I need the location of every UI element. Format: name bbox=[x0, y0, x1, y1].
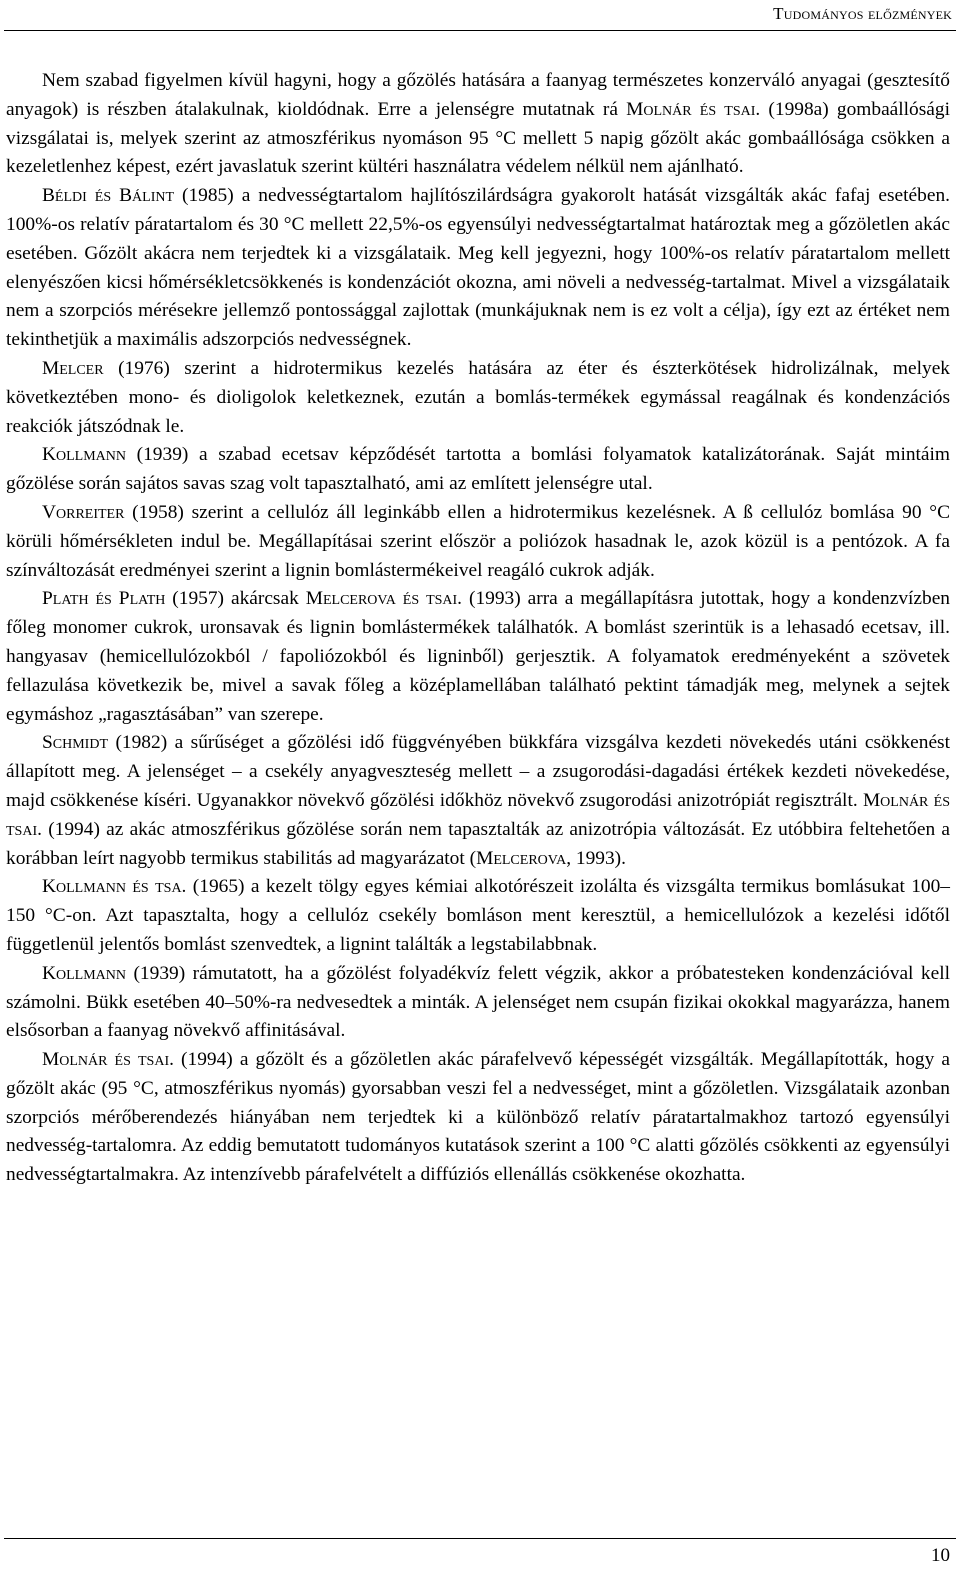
paragraph-10 bbox=[6, 1046, 950, 1190]
author-citation: Molnár és tsai. bbox=[6, 789, 950, 840]
paragraph-text: (1939) a szabad ecetsav képződését tartotta a bomlási folyamatok katalizátorának. Saját mintáim gőzölése során sajátos savas szag volt tapasztalható, ami az említett jelenségre utal. bbox=[6, 444, 950, 495]
author-citation: Kollmann bbox=[42, 962, 126, 984]
paragraph-7 bbox=[6, 729, 950, 873]
header-rule bbox=[4, 30, 956, 31]
paragraph-text: (1998a) gombaállósági vizsgálatai is, melyek szerint az atmoszférikus nyomáson 95 °C mellett 5 napig gőzölt akác gombaállósága csökken a kezeletlenhez képest, ezért javaslatuk szerint kültéri használatra védelem nélkül nem ajánlható. bbox=[6, 98, 950, 178]
author-citation: Vorreiter bbox=[42, 501, 125, 523]
author-citation: Melcerova és tsai. bbox=[305, 588, 463, 610]
running-header: Tudományos előzmények bbox=[773, 4, 952, 23]
paragraph-8 bbox=[6, 873, 950, 959]
paragraph-6 bbox=[6, 585, 950, 729]
document-body bbox=[6, 67, 950, 1190]
paragraph-text: (1993) arra a megállapításra jutottak, hogy a kondenzvízben főleg monomer cukrok, uronsavak és lignin bomlástermékek találhatók. A bomlást szerintük is a lehasadó ecetsav, ill. hangyasav (hemicellulózokból / fapoliózokból és ligninből) gerjesztik. A folyamatok eredményeként a szövetek fellazulása következik be, mivel a savak főleg a középlamellában található pektint támadják meg, melynek a sejtek egymáshoz „ragasztásában” van szerepe. bbox=[6, 588, 951, 725]
paragraph-9 bbox=[6, 960, 950, 1046]
paragraph-text: (1958) szerint a cellulóz áll leginkább ellen a hidrotermikus kezelésnek. A ß cellulóz bomlása 90 °C körüli hőmérsékleten indul be. Megállapításai szerint először a poliózok hasadnak le, azok közül is a pentózok. A fa színváltozását eredményei szerint a lignin bomlástermékeivel reagáló cukrok adják. bbox=[6, 501, 950, 581]
paragraph-text: (1985) a nedvességtartalom hajlítószilárdságra gyakorolt hatását vizsgálták akác fafaj esetében. 100%-os relatív páratartalom és 30 °C mellett 22,5%-os egyensúlyi nedvességtartalmat határoztak meg a gőzöletlen akác esetében. Gőzölt akácra nem terjedtek ki a vizsgálataik. Meg kell jegyezni, hogy 100%-os relatív páratartalom mellett elenyészően kicsi hőmérsékletcsökkenés is kondenzációt okozna, ami növeli a nedvesség-tartalmat. Mivel a vizsgálataik nem a szorpciós mérésekre jellemző pontossággal zajlottak (munkájuknak nem is ez volt a célja), így ezt az értéket nem tekinthetjük a maximális adszorpciós nedvességnek. bbox=[6, 185, 950, 351]
paragraph-text: (1965) a kezelt tölgy egyes kémiai alkotórészeit izolálta és vizsgálta termikus bomlásukat 100–150 °C-on. Azt tapasztalta, hogy a cellulóz csekély bomláson ment keresztül, a hemicellulózok a kezelési időtől függetlenül jelentős bomlást szenvedtek, a lignint találták a legstabilabbnak. bbox=[6, 876, 951, 955]
paragraph-text: (1994) az akác atmoszférikus gőzölése során nem tapasztalták az anizotrópia változását. Ez utóbbira feltehetően a korábban leírt nagyobb termikus stabilitás ad magyarázatot ( bbox=[6, 818, 950, 869]
paragraph-5 bbox=[6, 499, 950, 585]
author-citation: Melcer bbox=[42, 357, 104, 379]
paragraph-text: , 1993). bbox=[566, 847, 626, 869]
author-citation: Kollmann és tsa. bbox=[42, 876, 187, 898]
page-number: 10 bbox=[931, 1545, 950, 1566]
paragraph-text: Nem szabad figyelmen kívül hagyni, hogy a gőzölés hatására a faanyag természetes konzerváló anyagai (gesztesítő anyagok) is részben átalakulnak, kioldódnak. Erre a jelenségre mutatnak rá bbox=[6, 70, 950, 120]
paragraph-2 bbox=[6, 182, 950, 355]
author-citation: Melcerova bbox=[476, 847, 567, 869]
paragraph-text: (1939) rámutatott, ha a gőzölést folyadékvíz felett végzik, akkor a próbatesteken kondenzációval kell számolni. Bükk esetében 40–50%-ra nedvesedtek a minták. A jelenséget nem csupán fizikai okokkal magyarázza, hanem elsősorban a faanyag növekvő affinitásával. bbox=[6, 962, 950, 1042]
author-citation: Plath és Plath bbox=[42, 588, 166, 610]
paragraph-text: (1982) a sűrűséget a gőzölési idő függvényében bükkfára vizsgálva kezdeti növekedés utáni csökkenést állapított meg. A jelenséget – a csekély anyagveszteség mellett – a zsugorodási-dagadási értékek kezdeti növekedése, majd csökkenése kíséri. Ugyanakkor növekvő gőzölési időkhöz növekvő zsugorodási anizotrópiát regisztrált. bbox=[6, 732, 950, 811]
author-citation: Kollmann bbox=[42, 444, 126, 466]
paragraph-text: (1976) szerint a hidrotermikus kezelés hatására az éter és észterkötések hidrolizálnak, melyek következtében mono- és dioligolok keletkeznek, ezután a bomlás-termékek egymással reagálnak és kondenzációs reakciók játszódnak le. bbox=[6, 357, 950, 437]
author-citation: Molnár és tsai. bbox=[42, 1049, 174, 1071]
paragraph-text: (1957) akárcsak bbox=[165, 588, 306, 610]
author-citation: Schmidt bbox=[42, 732, 109, 754]
paragraph-1 bbox=[6, 67, 950, 182]
paragraph-4 bbox=[6, 441, 950, 499]
author-citation: Molnár és tsai. bbox=[626, 98, 761, 120]
footer-rule bbox=[4, 1538, 956, 1539]
paragraph-text: (1994) a gőzölt és a gőzöletlen akác párafelvevő képességét vizsgálták. Megállapították, hogy a gőzölt akác (95 °C, atmoszférikus nyomás) gyorsabban veszi fel a nedvességet, mint a gőzöletlen. Vizsgálataik azonban szorpciós mérőberendezés hiányában nem terjedtek ki a különböző relatív páratartalmakhoz tartozó egyensúlyi nedvesség-tartalomra. Az eddig bemutatott tudományos kutatások szerint a 100 °C alatti gőzölés csökkenti az egyensúlyi nedvességtartalmakra. Az intenzívebb párafelvételt a diffúziós ellenállás csökkenése okozhatta. bbox=[6, 1049, 950, 1186]
paragraph-3 bbox=[6, 355, 950, 441]
author-citation: Béldi és Bálint bbox=[42, 185, 175, 207]
